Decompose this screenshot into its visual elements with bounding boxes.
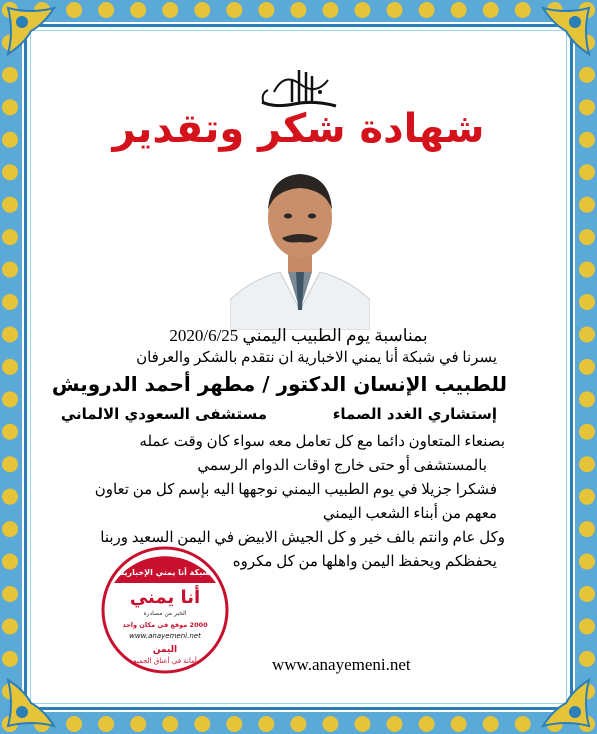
body-line: وكل عام وانتم بالف خير و كل الجيش الابيض في اليمن السعيد وربنا bbox=[100, 530, 505, 546]
website-url: www.anayemeni.net bbox=[272, 655, 411, 674]
corner-ornament-icon bbox=[539, 676, 593, 730]
svg-text:اليمن: اليمن bbox=[152, 645, 178, 655]
recipient-role: إستشاري الغدد الصماء bbox=[332, 405, 497, 423]
occasion-line: بمناسبة يوم الطبيب اليمني 2020/6/25 bbox=[169, 326, 428, 345]
body-line: معهم من أبناء الشعب اليمني bbox=[322, 506, 497, 522]
svg-text:www.anayemeni.net: www.anayemeni.net bbox=[129, 632, 201, 640]
svg-text:شبكة أنا يمني الإخبارية: شبكة أنا يمني الإخبارية bbox=[119, 568, 211, 577]
recipient-hospital: مستشفى السعودي الالماني bbox=[60, 405, 267, 423]
recipient-name: للطبيب الإنسان الدكتور / مطهر أحمد الدرويش bbox=[51, 372, 507, 396]
intro-line: يسرنا في شبكة أنا يمني الاخبارية ان نتقدم بالشكر والعرفان bbox=[136, 350, 497, 366]
corner-ornament-icon bbox=[539, 4, 593, 58]
doctor-portrait bbox=[230, 160, 370, 330]
corner-ornament-icon bbox=[4, 4, 58, 58]
certificate-title: شهادة شكر وتقدير bbox=[112, 106, 485, 152]
corner-ornament-icon bbox=[4, 676, 58, 730]
svg-text:أنا يمني: أنا يمني bbox=[129, 587, 201, 608]
svg-text:الخبر من مصادره: الخبر من مصادره bbox=[143, 610, 187, 617]
body-line: بصنعاء المتعاون دائما مع كل تعامل معه سواء كان وقت عمله bbox=[139, 434, 505, 450]
body-line: بالمستشفى أو حتى خارج اوقات الدوام الرسمي bbox=[197, 458, 487, 474]
anayemeni-badge-logo bbox=[100, 545, 230, 675]
body-line: يحفظكم ويحفظ اليمن واهلها من كل مكروه bbox=[232, 554, 497, 570]
body-line: فشكرا جزيلا في يوم الطبيب اليمني نوجهها اليه بإسم كل من تعاون bbox=[94, 482, 497, 498]
svg-text:أمانة في أعناق الجميع: أمانة في أعناق الجميع bbox=[133, 657, 197, 665]
svg-text:2000 موقع في مكان واحد: 2000 موقع في مكان واحد bbox=[122, 621, 208, 629]
